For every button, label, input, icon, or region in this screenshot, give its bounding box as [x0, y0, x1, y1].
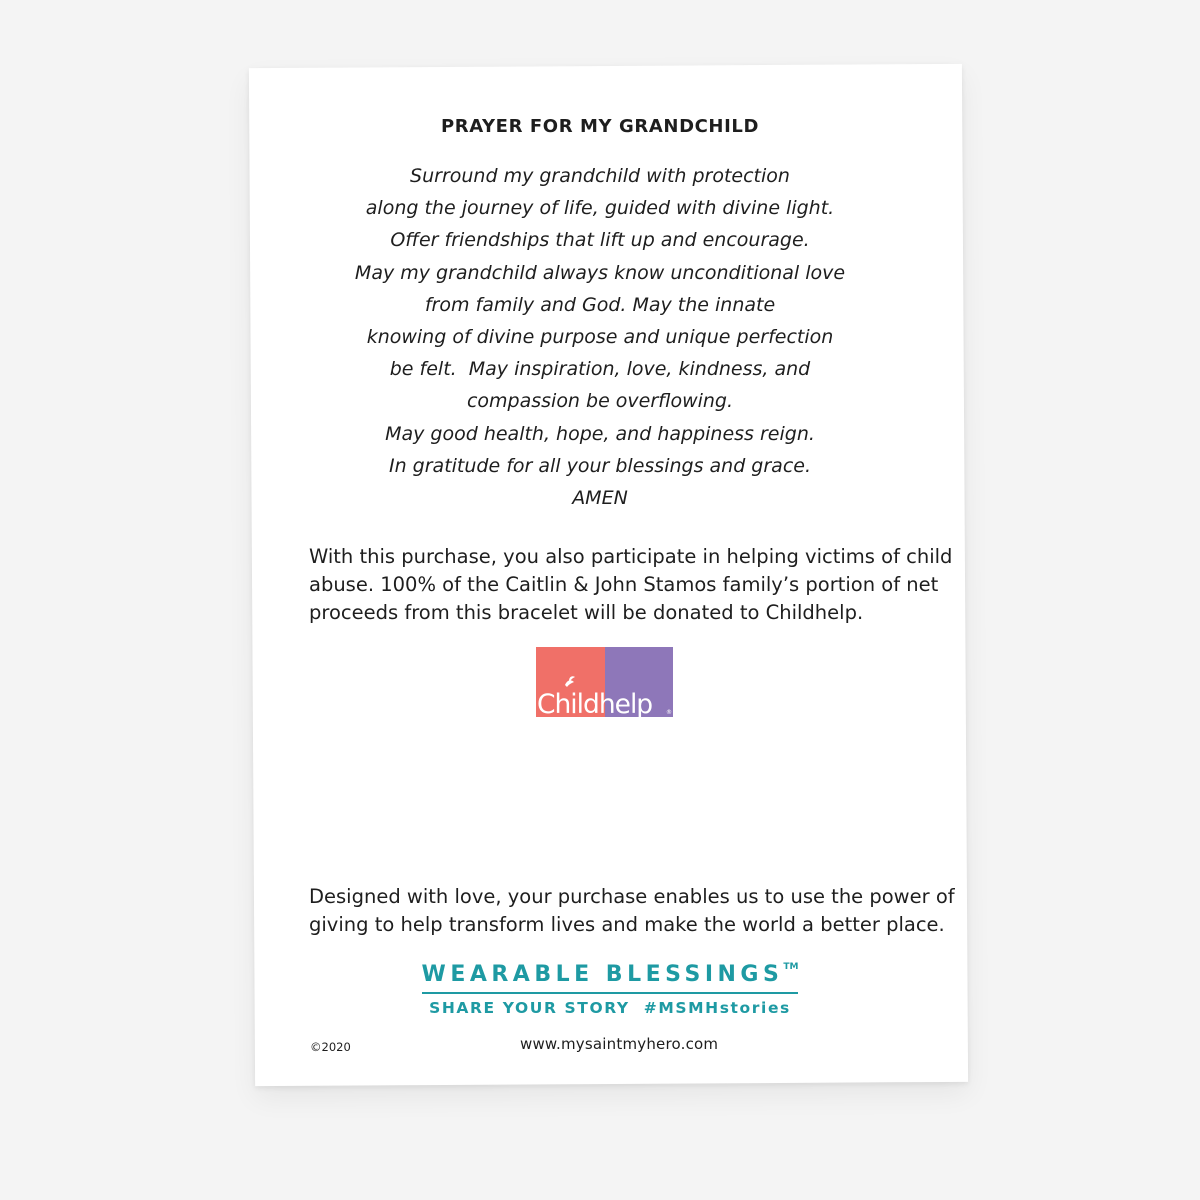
prayer-line: May my grandchild always know unconditional love [354, 261, 846, 284]
donation-line: abuse. 100% of the Caitlin & John Stamos family’s portion of net [309, 573, 939, 596]
prayer-line: knowing of divine purpose and unique perfection [366, 325, 834, 348]
mission-line: Designed with love, your purchase enables us to use the power of [309, 885, 955, 908]
prayer-line: compassion be overflowing. [466, 390, 734, 413]
logo-text: Childhelp [537, 689, 653, 717]
donation-line: proceeds from this bracelet will be donated to Childhelp. [309, 601, 864, 624]
prayer-line: Offer friendships that lift up and encourage. [390, 229, 810, 252]
prayer-line: from family and God. May the innate [424, 293, 776, 316]
prayer-amen: AMEN [572, 486, 628, 509]
trademark-mark: TM [783, 962, 799, 972]
donation-paragraph [309, 543, 953, 627]
prayer-line: May good health, hope, and happiness reign. [385, 422, 815, 445]
prayer-line: In gratitude for all your blessings and grace. [389, 454, 811, 477]
mission-line: giving to help transform lives and make the world a better place. [309, 913, 945, 936]
brand-name [422, 962, 799, 994]
prayer-line: be felt. May inspiration, love, kindness, and [389, 358, 811, 381]
website-url: www.mysaintmyhero.com [520, 1035, 719, 1053]
brand-name-text: WEARABLE BLESSINGS [421, 962, 784, 987]
prayer-title: PRAYER FOR MY GRANDCHILD [440, 116, 759, 137]
childhelp-logo [536, 647, 673, 717]
childhelp-logo-graphic [536, 647, 673, 717]
copyright: ©2020 [310, 1040, 351, 1054]
prayer-line: along the journey of life, guided with divine light. [365, 197, 835, 220]
donation-line: With this purchase, you also participate in helping victims of child [309, 545, 953, 568]
brand-block [0, 962, 1200, 994]
prayer-line: Surround my grandchild with protection [410, 165, 790, 187]
brand-tagline: SHARE YOUR STORY #MSMHstories [429, 999, 791, 1017]
mission-paragraph [309, 883, 955, 939]
registered-mark-icon: ® [666, 709, 672, 716]
prayer-text [0, 160, 1200, 514]
